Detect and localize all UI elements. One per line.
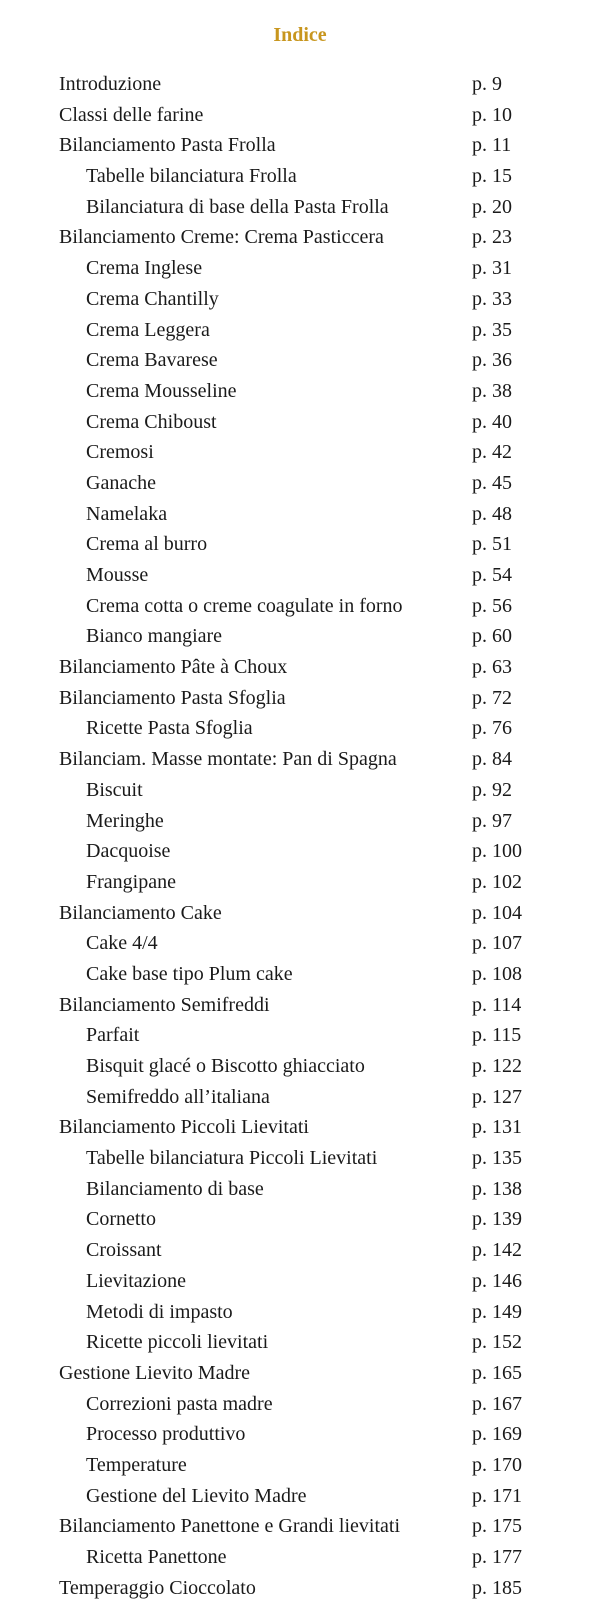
toc-entry [59, 1297, 579, 1328]
toc-entry-title: Tabelle bilanciatura Frolla [86, 165, 297, 188]
toc-entry-page: p. 142 [472, 1239, 522, 1262]
toc-entry [59, 621, 579, 652]
toc-entry [59, 437, 579, 468]
toc-entry-title: Crema cotta o creme coagulate in forno [86, 594, 403, 617]
toc-entry-page: p. 56 [472, 594, 512, 617]
toc-entry-page: p. 100 [472, 840, 522, 863]
toc-entry-page: p. 51 [472, 533, 512, 556]
toc-entry [59, 130, 579, 161]
toc-entry [59, 898, 579, 929]
toc-entry-page: p. 20 [472, 195, 512, 218]
toc-entry [59, 1450, 579, 1481]
toc-entry [59, 1327, 579, 1358]
toc-entry-title: Crema Chantilly [86, 287, 219, 310]
toc-entry-page: p. 42 [472, 441, 512, 464]
toc-entry-title: Introduzione [59, 73, 162, 95]
toc-entry [59, 315, 579, 346]
toc-entry-title: Namelaka [86, 502, 168, 525]
toc-entry-title: Bilanciamento Pâte à Choux [59, 656, 288, 679]
toc-entry [59, 1174, 579, 1205]
toc-entry [59, 253, 579, 284]
toc-entry [59, 1419, 579, 1450]
toc-entry-title: Cake 4/4 [86, 932, 158, 955]
toc-entry-title: Cake base tipo Plum cake [86, 962, 293, 985]
table-of-contents [59, 69, 579, 1603]
toc-entry-page: p. 138 [472, 1177, 522, 1200]
toc-entry-page: p. 9 [472, 73, 502, 95]
toc-entry-page: p. 92 [472, 778, 512, 801]
toc-entry-page: p. 127 [472, 1085, 522, 1108]
toc-entry-title: Crema Mousseline [86, 379, 237, 402]
toc-entry-title: Ricetta Panettone [86, 1546, 227, 1568]
toc-entry-title: Frangipane [86, 870, 176, 893]
toc-entry [59, 959, 579, 990]
toc-entry-page: p. 72 [472, 686, 512, 709]
toc-entry [59, 1389, 579, 1420]
toc-entry [59, 1358, 579, 1389]
toc-entry [59, 652, 579, 683]
toc-entry-page: p. 149 [472, 1300, 522, 1323]
toc-entry-page: p. 35 [472, 318, 512, 341]
toc-entry-page: p. 23 [472, 226, 512, 249]
toc-entry-page: p. 10 [472, 103, 512, 126]
toc-entry-page: p. 102 [472, 870, 522, 893]
toc-entry-page: p. 122 [472, 1055, 522, 1077]
toc-entry-page: p. 60 [472, 625, 512, 648]
toc-entry-title: Bilanciamento di base [86, 1177, 264, 1200]
toc-entry-title: Cremosi [86, 441, 154, 464]
toc-entry-page: p. 48 [472, 502, 512, 525]
toc-entry-title: Biscuit [86, 778, 143, 801]
toc-entry-title: Classi delle farine [59, 103, 204, 126]
toc-entry-page: p. 104 [472, 901, 522, 924]
toc-entry-page: p. 185 [472, 1576, 522, 1599]
toc-entry-page: p. 146 [472, 1269, 522, 1292]
toc-entry [59, 1573, 579, 1604]
toc-entry-page: p. 114 [472, 993, 522, 1016]
toc-entry [59, 744, 579, 775]
toc-entry-page: p. 175 [472, 1515, 522, 1538]
toc-entry-page: p. 167 [472, 1392, 522, 1415]
toc-entry-title: Gestione del Lievito Madre [86, 1484, 307, 1507]
toc-entry [59, 407, 579, 438]
toc-entry [59, 1266, 579, 1297]
toc-entry-title: Bilanciam. Masse montate: Pan di Spagna [59, 748, 397, 771]
toc-entry-title: Semifreddo all’italiana [86, 1085, 270, 1108]
toc-entry-page: p. 76 [472, 717, 512, 740]
toc-entry-title: Processo produttivo [86, 1423, 246, 1446]
toc-entry [59, 591, 579, 622]
toc-entry-title: Ricette Pasta Sfoglia [86, 717, 253, 740]
toc-entry-title: Bilanciatura di base della Pasta Frolla [86, 195, 389, 218]
toc-entry [59, 192, 579, 223]
toc-entry-title: Ganache [86, 471, 156, 494]
toc-entry [59, 1204, 579, 1235]
toc-entry [59, 806, 579, 837]
toc-entry-title: Bilanciamento Cake [59, 901, 222, 924]
toc-entry-title: Bilanciamento Panettone e Grandi lievitati [59, 1515, 401, 1538]
toc-entry-title: Mousse [86, 564, 149, 586]
toc-entry [59, 468, 579, 499]
toc-entry-page: p. 115 [472, 1024, 522, 1047]
toc-entry [59, 529, 579, 560]
toc-entry-page: p. 165 [472, 1361, 522, 1384]
toc-entry [59, 69, 579, 100]
toc-entry [59, 1542, 579, 1573]
toc-entry-page: p. 97 [472, 809, 512, 832]
toc-entry [59, 499, 579, 530]
toc-entry-page: p. 131 [472, 1116, 522, 1139]
toc-entry-page: p. 45 [472, 471, 512, 494]
toc-entry-page: p. 11 [472, 134, 512, 157]
toc-entry-title: Gestione Lievito Madre [59, 1361, 251, 1384]
toc-entry [59, 1143, 579, 1174]
toc-entry [59, 775, 579, 806]
toc-entry-title: Bilanciamento Pasta Frolla [59, 134, 276, 157]
toc-entry-title: Metodi di impasto [86, 1300, 233, 1323]
toc-entry-page: p. 63 [472, 656, 512, 679]
toc-entry [59, 867, 579, 898]
toc-entry [59, 990, 579, 1021]
toc-entry-page: p. 170 [472, 1453, 522, 1476]
toc-entry [59, 376, 579, 407]
toc-entry [59, 1020, 579, 1051]
toc-entry-title: Ricette piccoli lievitati [86, 1331, 269, 1354]
toc-entry-page: p. 38 [472, 379, 512, 402]
toc-entry-page: p. 169 [472, 1423, 522, 1446]
toc-entry-page: p. 139 [472, 1208, 522, 1231]
toc-entry [59, 161, 579, 192]
toc-entry-title: Dacquoise [86, 840, 171, 863]
toc-entry-title: Meringhe [86, 809, 164, 832]
toc-entry-title: Crema Bavarese [86, 349, 218, 372]
toc-entry [59, 345, 579, 376]
toc-entry-page: p. 54 [472, 564, 512, 586]
toc-entry-page: p. 177 [472, 1546, 522, 1568]
toc-entry-title: Lievitazione [86, 1269, 186, 1292]
toc-entry [59, 836, 579, 867]
toc-entry [59, 100, 579, 131]
toc-entry-title: Bilanciamento Creme: Crema Pasticcera [59, 226, 384, 249]
toc-entry [59, 222, 579, 253]
toc-entry-title: Bisquit glacé o Biscotto ghiacciato [86, 1055, 365, 1077]
toc-entry-page: p. 171 [472, 1484, 522, 1507]
toc-entry-page: p. 36 [472, 349, 512, 372]
toc-entry-title: Bilanciamento Semifreddi [59, 993, 270, 1016]
toc-entry-title: Temperaggio Cioccolato [59, 1576, 256, 1599]
toc-entry [59, 1235, 579, 1266]
toc-entry [59, 1511, 579, 1542]
toc-entry-page: p. 15 [472, 165, 512, 188]
toc-entry-title: Cornetto [86, 1208, 156, 1231]
toc-entry-page: p. 108 [472, 962, 522, 985]
toc-entry-title: Tabelle bilanciatura Piccoli Lievitati [86, 1147, 378, 1170]
toc-entry [59, 1481, 579, 1512]
toc-entry-title: Temperature [86, 1453, 187, 1476]
toc-entry [59, 713, 579, 744]
toc-entry-title: Croissant [86, 1239, 162, 1262]
toc-entry-page: p. 33 [472, 287, 512, 310]
page-title: Indice [273, 24, 327, 46]
toc-entry-page: p. 135 [472, 1147, 522, 1170]
toc-entry [59, 1082, 579, 1113]
toc-entry-page: p. 84 [472, 748, 512, 771]
toc-entry-title: Parfait [86, 1024, 140, 1047]
toc-entry-title: Crema Leggera [86, 318, 210, 341]
toc-entry [59, 1051, 579, 1082]
toc-entry-page: p. 107 [472, 932, 522, 955]
toc-entry [59, 284, 579, 315]
toc-entry [59, 928, 579, 959]
toc-entry [59, 683, 579, 714]
toc-entry-page: p. 31 [472, 257, 512, 280]
toc-entry-title: Bilanciamento Pasta Sfoglia [59, 686, 286, 709]
toc-entry-title: Crema Inglese [86, 257, 203, 280]
toc-entry-title: Crema al burro [86, 533, 208, 556]
toc-entry [59, 1112, 579, 1143]
toc-entry [59, 560, 579, 591]
toc-entry-page: p. 152 [472, 1331, 522, 1354]
toc-entry-title: Bilanciamento Piccoli Lievitati [59, 1116, 309, 1139]
toc-entry-title: Bianco mangiare [86, 625, 223, 648]
toc-entry-title: Crema Chiboust [86, 410, 217, 433]
toc-entry-page: p. 40 [472, 410, 512, 433]
toc-entry-title: Correzioni pasta madre [86, 1392, 273, 1415]
